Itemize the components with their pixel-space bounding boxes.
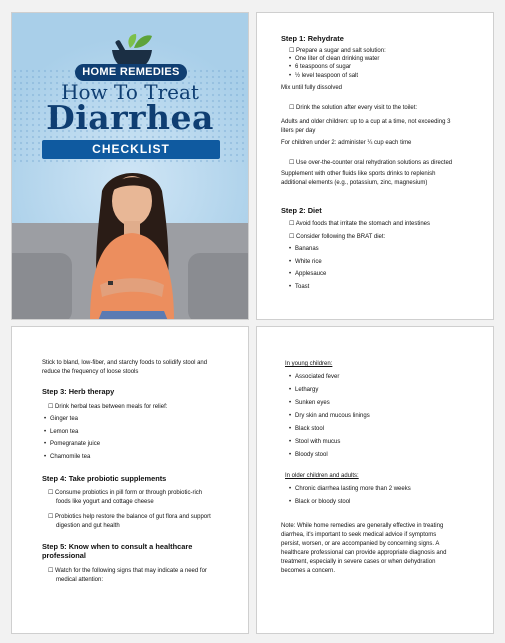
paragraph-line: persist, worsen, or are accompanied by concerning signs. A bbox=[281, 541, 440, 547]
cover-title-line2: Diarrhea bbox=[46, 98, 214, 137]
bullet-item: • White rice bbox=[295, 258, 322, 266]
bullet-item: • One liter of clean drinking water bbox=[295, 55, 379, 63]
paragraph-line: For children under 2: administer ¼ cup each time bbox=[281, 140, 412, 146]
bullet-item: • Bananas bbox=[295, 245, 319, 253]
checklist-item: ☐ Probiotics help restore the balance of gut flora and support bbox=[48, 514, 211, 520]
checklist-item: ☐ Drink the solution after every visit to the toilet: bbox=[289, 105, 418, 111]
bullet-item: • Ginger tea bbox=[50, 415, 78, 423]
checklist-item: foods like yogurt and cottage cheese bbox=[56, 499, 154, 505]
cover-checklist-band: CHECKLIST bbox=[42, 140, 220, 159]
section-heading: Step 4: Take probiotic supplements bbox=[42, 474, 167, 483]
paragraph-line: additional elements (e.g., potassium, zinc, magnesium) bbox=[281, 180, 428, 186]
sofa-cushion-right bbox=[188, 253, 249, 320]
bullet-item: • Bloody stool bbox=[295, 451, 328, 459]
section-heading: Step 2: Diet bbox=[281, 206, 322, 215]
cover-title-line1: How To Treat bbox=[61, 80, 199, 104]
bullet-item: • Stool with mucus bbox=[295, 438, 340, 446]
checklist-item: ☐ Use over-the-counter oral rehydration solutions as directed bbox=[289, 160, 453, 166]
bullet-item: • Sunken eyes bbox=[295, 399, 330, 407]
section-heading: Step 3: Herb therapy bbox=[42, 387, 115, 396]
checklist-item: ☐ Prepare a sugar and salt solution: bbox=[289, 48, 386, 54]
bullet-item: • Chronic diarrhea lasting more than 2 weeks bbox=[295, 485, 411, 493]
section-heading: Step 5: Know when to consult a healthcare bbox=[42, 542, 193, 551]
subheading: In older children and adults: bbox=[285, 473, 359, 479]
bullet-item: • Chamomile tea bbox=[50, 453, 90, 461]
bullet-item: • Lemon tea bbox=[50, 428, 78, 436]
checklist-item: ☐ Consider following the BRAT diet: bbox=[289, 234, 386, 240]
bullet-item: • Lethargy bbox=[295, 386, 318, 394]
checklist-page-4 bbox=[256, 326, 494, 634]
sofa-cushion-left bbox=[11, 253, 72, 320]
paragraph-line: Supplement with other fluids like sports drinks to replenish bbox=[281, 171, 436, 177]
cover-page bbox=[11, 12, 249, 320]
paragraph-line: Adults and older children: up to a cup at a time, not exceeding 3 bbox=[281, 119, 451, 125]
checklist-page-3 bbox=[11, 326, 249, 634]
checklist-item: ☐ Drink herbal teas between meals for relief: bbox=[48, 404, 168, 410]
bullet-item: • Dry skin and mucous linings bbox=[295, 412, 370, 420]
paragraph-line: becomes a concern. bbox=[281, 568, 336, 574]
paragraph-line: treatment, especially in severe cases or when dehydration bbox=[281, 559, 436, 565]
paragraph-line: reduce the frequency of loose stools bbox=[42, 369, 139, 375]
woman-illustration bbox=[72, 161, 192, 320]
checklist-page-2 bbox=[256, 12, 494, 320]
paragraph-line: Note: While home remedies are generally effective in treating bbox=[281, 523, 444, 529]
paragraph-line: Mix until fully dissolved bbox=[281, 85, 343, 91]
bullet-item: • Toast bbox=[295, 283, 309, 291]
bullet-item: • Black or bloody stool bbox=[295, 498, 350, 506]
bullet-item: • Applesauce bbox=[295, 270, 326, 278]
checklist-item: ☐ Consume probiotics in pill form or through probiotic-rich bbox=[48, 490, 203, 496]
bullet-item: • Pomegranate juice bbox=[50, 440, 100, 448]
section-heading: professional bbox=[42, 551, 86, 560]
bullet-item: • Associated fever bbox=[295, 373, 339, 381]
bullet-item: • ½ level teaspoon of salt bbox=[295, 72, 358, 80]
checklist-item: digestion and gut health bbox=[56, 523, 120, 529]
cover-badge: HOME REMEDIES bbox=[75, 64, 187, 81]
subheading: In young children: bbox=[285, 361, 333, 367]
paragraph-line: diarrhea, it's important to seek medical advice if symptoms bbox=[281, 532, 437, 538]
paragraph-line: liters per day bbox=[281, 128, 316, 134]
bullet-item: • Black stool bbox=[295, 425, 324, 433]
bullet-item: • 6 teaspoons of sugar bbox=[295, 63, 351, 71]
section-heading: Step 1: Rehydrate bbox=[281, 34, 344, 43]
paragraph-line: Stick to bland, low-fiber, and starchy foods to solidify stool and bbox=[42, 360, 208, 366]
paragraph-line: healthcare professional can provide appropriate diagnosis and bbox=[281, 550, 447, 556]
checklist-item: ☐ Watch for the following signs that may indicate a need for bbox=[48, 568, 207, 574]
checklist-item: medical attention: bbox=[56, 577, 104, 583]
checklist-item: ☐ Avoid foods that irritate the stomach and intestines bbox=[289, 221, 431, 227]
